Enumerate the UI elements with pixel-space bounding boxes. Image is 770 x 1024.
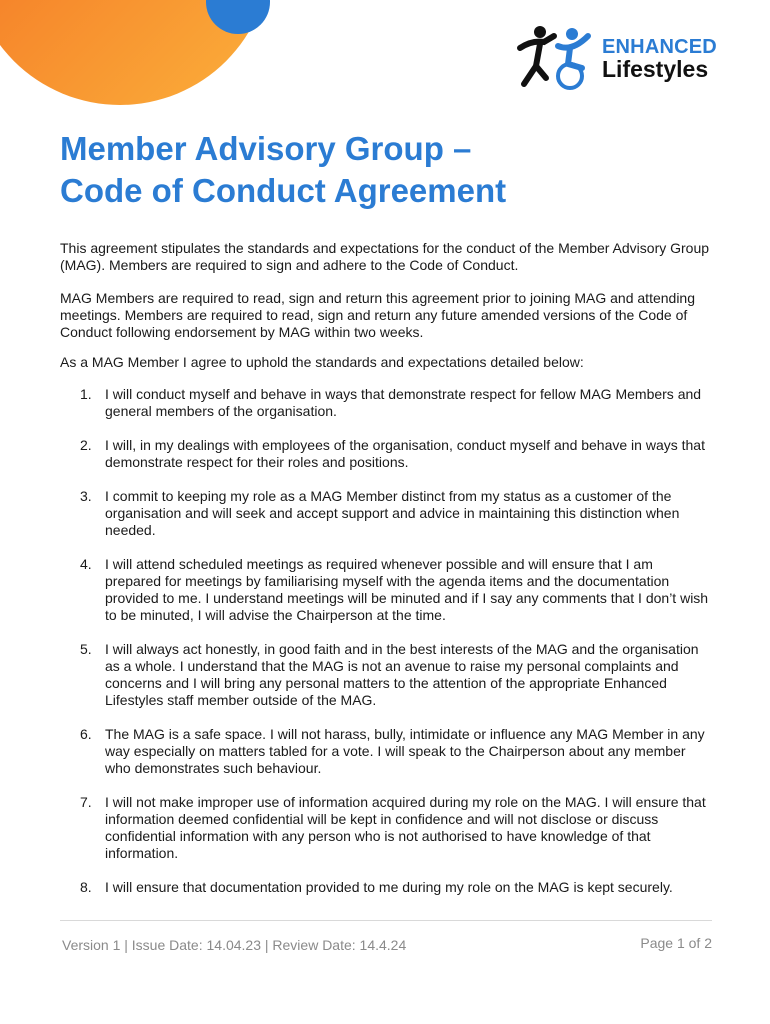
list-item-text: I will ensure that documentation provided to me during my role on the MAG is kept securely. (105, 879, 673, 895)
list-number: 8. (80, 879, 92, 895)
list-item (80, 879, 712, 896)
list-item (80, 488, 712, 539)
list-item (80, 437, 712, 471)
list-number: 2. (80, 437, 92, 453)
list-item-text: I will always act honestly, in good faith and in the best interests of the MAG and the organisation as a whole. I understand that the MAG is not an avenue to raise my personal complaints and concerns and I will bring any personal matters to the attention of the appropriate Enhanced Lifestyles staff member outside of the MAG. (105, 641, 699, 708)
list-item-text: I commit to keeping my role as a MAG Member distinct from my status as a customer of the organisation and will seek and accept support and advice in maintaining this distinction when needed. (105, 488, 680, 538)
intro-paragraph-3: As a MAG Member I agree to uphold the standards and expectations detailed below: (60, 354, 584, 370)
list-item-text: I will not make improper use of information acquired during my role on the MAG. I will ensure that information deemed confidential will be kept in confidence and will not disclose or discuss confidential information with any person who is not authorised to have knowledge of that information. (105, 794, 706, 861)
list-item-text: I will conduct myself and behave in ways that demonstrate respect for fellow MAG Members and general members of the organisation. (105, 386, 702, 419)
list-number: 4. (80, 556, 92, 572)
list-item-text: I will attend scheduled meetings as required whenever possible and will ensure that I am prepared for meetings by familiarising myself with the agenda items and the documentation provided to me. I understand meetings will be minuted and if I say any comments that I don’t wish to be minuted, I will advise the Chairperson at the time. (105, 556, 709, 623)
decorative-circles (0, 0, 290, 130)
logo-text-enhanced: ENHANCED (602, 36, 717, 58)
logo-figures-icon (514, 22, 600, 92)
list-number: 6. (80, 726, 92, 742)
title-line-2: Code of Conduct Agreement (60, 172, 507, 209)
footer-divider (60, 920, 712, 921)
list-item (80, 794, 712, 862)
footer-version-info: Version 1 | Issue Date: 14.04.23 | Review Date: 14.4.24 (62, 937, 407, 953)
list-item (80, 386, 712, 420)
list-item (80, 556, 712, 624)
title-line-1: Member Advisory Group – (60, 130, 472, 167)
list-item-text: I will, in my dealings with employees of the organisation, conduct myself and behave in ways that demonstrate respect for their roles and positions. (105, 437, 705, 470)
code-of-conduct-list (80, 386, 712, 913)
intro-paragraph-2: MAG Members are required to read, sign and return this agreement prior to joining MAG and attending meetings. Members are required to read, sign and return any future amended versions of the Code of Conduct following endorsement by MAG within two weeks. (60, 290, 695, 340)
list-number: 5. (80, 641, 92, 657)
list-item (80, 641, 712, 709)
document-title (60, 128, 720, 212)
intro-paragraph-1: This agreement stipulates the standards and expectations for the conduct of the Member Advisory Group (MAG). Members are required to sign and adhere to the Code of Conduct. (60, 240, 710, 273)
list-number: 7. (80, 794, 92, 810)
list-item-text: The MAG is a safe space. I will not harass, bully, intimidate or influence any MAG Member in any way especially on matters tabled for a vote. I will speak to the Chairperson about any member who demonstrates such behaviour. (105, 726, 705, 776)
enhanced-lifestyles-logo (514, 22, 744, 92)
logo-text-lifestyles: Lifestyles (602, 56, 709, 82)
list-number: 1. (80, 386, 92, 402)
list-number: 3. (80, 488, 92, 504)
list-item (80, 726, 712, 777)
page-number: Page 1 of 2 (640, 935, 712, 951)
